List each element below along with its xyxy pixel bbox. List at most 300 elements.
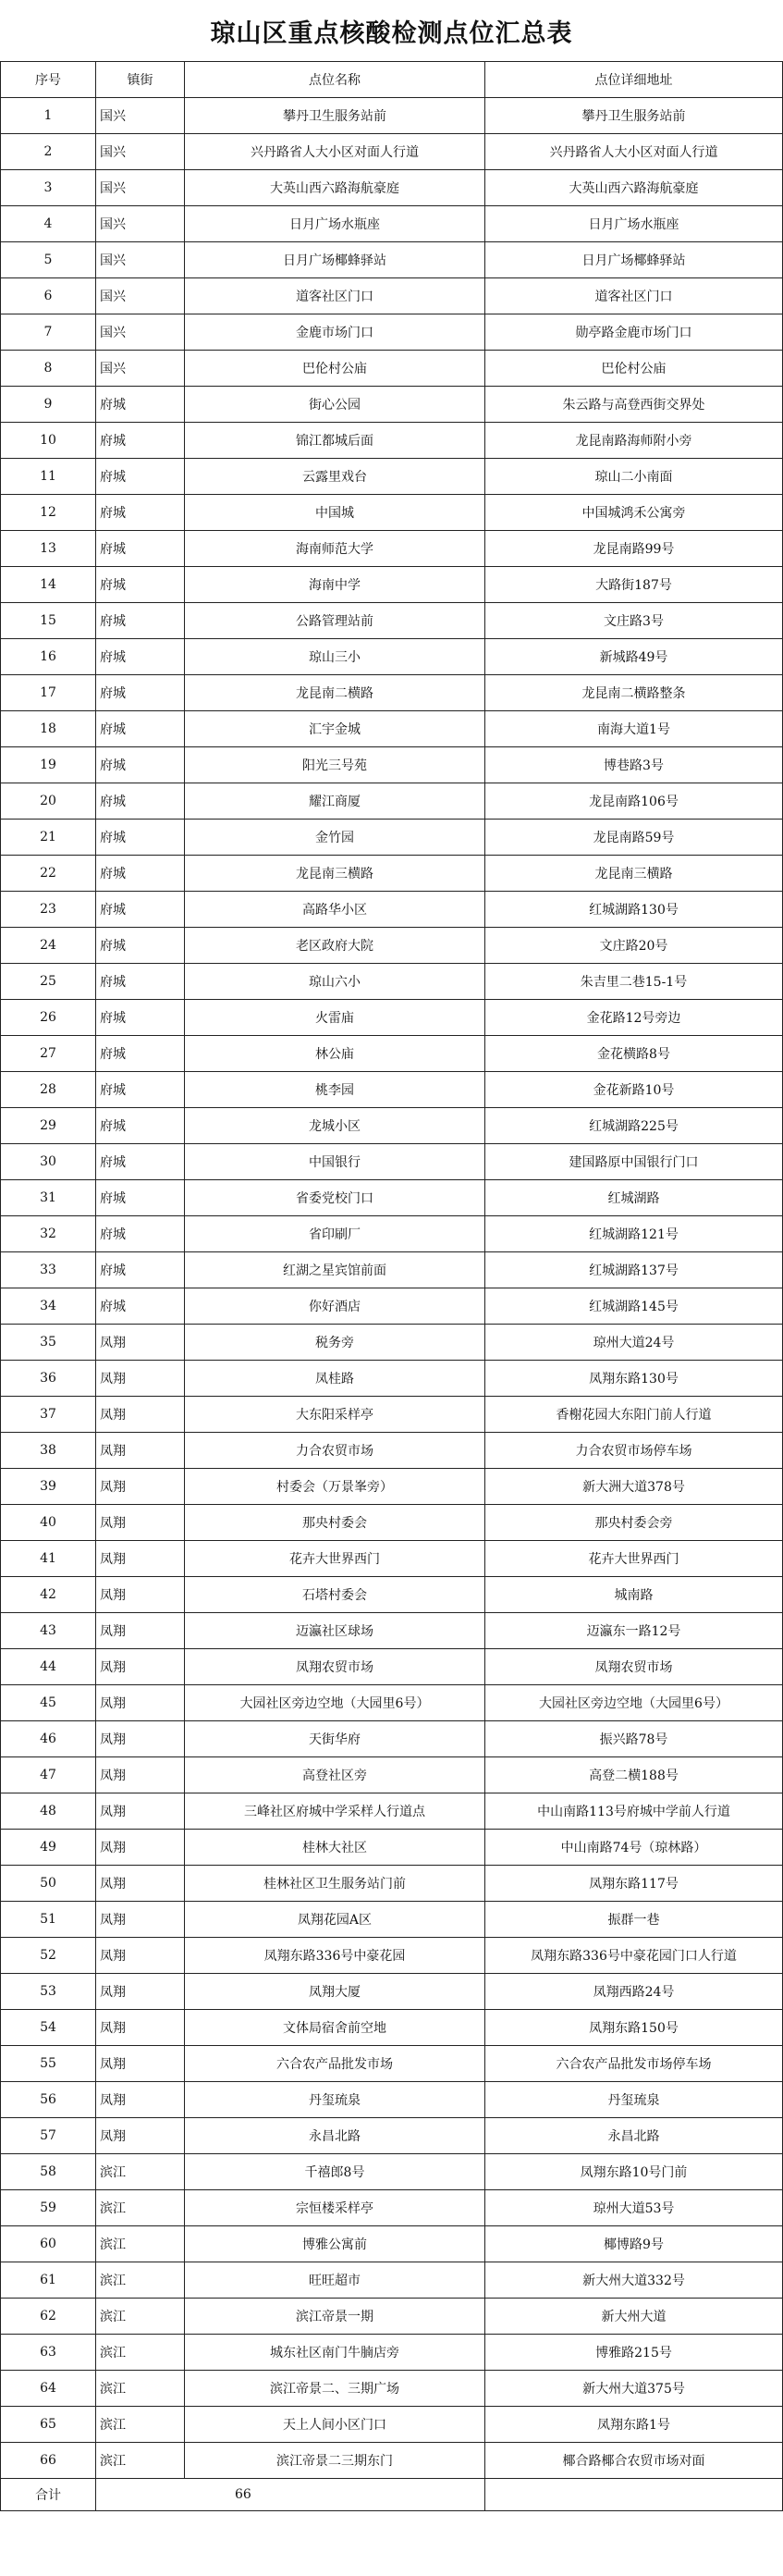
row-serial-no: 39 xyxy=(1,1469,96,1505)
table-row xyxy=(1,2443,783,2479)
row-serial-no: 36 xyxy=(1,1361,96,1397)
table-row xyxy=(1,2190,783,2226)
table-row xyxy=(1,2299,783,2335)
total-row xyxy=(1,2479,783,2511)
row-site-address: 兴丹路省人大小区对面人行道 xyxy=(485,134,783,170)
row-site-address: 凤翔东路1号 xyxy=(485,2407,783,2443)
table-row xyxy=(1,1000,783,1036)
row-street: 凤翔 xyxy=(96,1649,185,1685)
table-row xyxy=(1,2262,783,2299)
row-site-address: 龙昆南二横路整条 xyxy=(485,675,783,711)
row-serial-no: 21 xyxy=(1,820,96,856)
row-site-address: 巴伦村公庙 xyxy=(485,351,783,387)
table-row xyxy=(1,1793,783,1830)
row-street: 凤翔 xyxy=(96,1938,185,1974)
row-serial-no: 60 xyxy=(1,2226,96,2262)
table-row xyxy=(1,1757,783,1793)
row-street: 滨江 xyxy=(96,2262,185,2299)
row-site-address: 红城湖路145号 xyxy=(485,1288,783,1325)
row-site-name: 三峰社区府城中学采样人行道点 xyxy=(185,1793,485,1830)
row-serial-no: 47 xyxy=(1,1757,96,1793)
row-street: 滨江 xyxy=(96,2190,185,2226)
row-site-address: 博雅路215号 xyxy=(485,2335,783,2371)
table-row xyxy=(1,1072,783,1108)
row-street: 凤翔 xyxy=(96,1541,185,1577)
row-street: 府城 xyxy=(96,964,185,1000)
table-row xyxy=(1,2407,783,2443)
row-site-name: 大东阳采样亭 xyxy=(185,1397,485,1433)
row-site-name: 攀丹卫生服务站前 xyxy=(185,98,485,134)
row-site-address: 金花新路10号 xyxy=(485,1072,783,1108)
row-street: 凤翔 xyxy=(96,1577,185,1613)
row-site-name: 桃李园 xyxy=(185,1072,485,1108)
row-site-address: 道客社区门口 xyxy=(485,278,783,314)
row-street: 府城 xyxy=(96,1288,185,1325)
row-serial-no: 26 xyxy=(1,1000,96,1036)
table-row xyxy=(1,1180,783,1216)
row-site-address: 振群一巷 xyxy=(485,1902,783,1938)
row-site-name: 你好酒店 xyxy=(185,1288,485,1325)
row-serial-no: 4 xyxy=(1,206,96,242)
row-site-name: 千禧郎8号 xyxy=(185,2154,485,2190)
row-site-address: 朱云路与高登西街交界处 xyxy=(485,387,783,423)
table-row xyxy=(1,1902,783,1938)
table-row xyxy=(1,387,783,423)
table-row xyxy=(1,2010,783,2046)
row-site-address: 红城湖路137号 xyxy=(485,1252,783,1288)
row-site-name: 日月广场水瓶座 xyxy=(185,206,485,242)
row-site-name: 兴丹路省人大小区对面人行道 xyxy=(185,134,485,170)
row-site-address: 红城湖路225号 xyxy=(485,1108,783,1144)
row-street: 府城 xyxy=(96,423,185,459)
row-serial-no: 56 xyxy=(1,2082,96,2118)
row-serial-no: 55 xyxy=(1,2046,96,2082)
table-row xyxy=(1,2046,783,2082)
row-site-address: 日月广场椰蜂驿站 xyxy=(485,242,783,278)
table-row xyxy=(1,856,783,892)
row-site-name: 天街华府 xyxy=(185,1721,485,1757)
table-row xyxy=(1,1613,783,1649)
row-street: 滨江 xyxy=(96,2226,185,2262)
row-site-address: 椰合路椰合农贸市场对面 xyxy=(485,2443,783,2479)
row-site-address: 椰博路9号 xyxy=(485,2226,783,2262)
row-site-address: 博巷路3号 xyxy=(485,747,783,783)
row-serial-no: 43 xyxy=(1,1613,96,1649)
row-site-name: 汇宇金城 xyxy=(185,711,485,747)
row-site-name: 日月广场椰蜂驿站 xyxy=(185,242,485,278)
row-site-address: 南海大道1号 xyxy=(485,711,783,747)
table-row xyxy=(1,495,783,531)
table-row xyxy=(1,1649,783,1685)
row-serial-no: 19 xyxy=(1,747,96,783)
row-serial-no: 18 xyxy=(1,711,96,747)
row-street: 凤翔 xyxy=(96,1685,185,1721)
row-site-address: 文庄路3号 xyxy=(485,603,783,639)
table-row xyxy=(1,1144,783,1180)
table-row xyxy=(1,423,783,459)
row-site-name: 力合农贸市场 xyxy=(185,1433,485,1469)
row-street: 府城 xyxy=(96,1216,185,1252)
row-site-name: 龙昆南三横路 xyxy=(185,856,485,892)
row-street: 国兴 xyxy=(96,242,185,278)
row-serial-no: 45 xyxy=(1,1685,96,1721)
row-site-address: 中山南路113号府城中学前人行道 xyxy=(485,1793,783,1830)
row-site-name: 道客社区门口 xyxy=(185,278,485,314)
table-row xyxy=(1,1866,783,1902)
row-site-name: 迈瀛社区球场 xyxy=(185,1613,485,1649)
row-serial-no: 53 xyxy=(1,1974,96,2010)
row-site-address: 新大州大道332号 xyxy=(485,2262,783,2299)
row-site-name: 琼山六小 xyxy=(185,964,485,1000)
table-row xyxy=(1,892,783,928)
row-street: 府城 xyxy=(96,892,185,928)
table-row xyxy=(1,2226,783,2262)
row-serial-no: 49 xyxy=(1,1830,96,1866)
row-serial-no: 31 xyxy=(1,1180,96,1216)
row-site-name: 中国城 xyxy=(185,495,485,531)
header-serial-no: 序号 xyxy=(1,62,96,98)
table-row xyxy=(1,783,783,820)
table-body xyxy=(1,98,783,2479)
row-street: 府城 xyxy=(96,459,185,495)
row-site-name: 省委党校门口 xyxy=(185,1180,485,1216)
row-site-address: 大英山西六路海航豪庭 xyxy=(485,170,783,206)
row-site-address: 龙昆南路59号 xyxy=(485,820,783,856)
row-serial-no: 25 xyxy=(1,964,96,1000)
table-row xyxy=(1,639,783,675)
row-site-address: 凤翔东路130号 xyxy=(485,1361,783,1397)
row-site-name: 桂林大社区 xyxy=(185,1830,485,1866)
row-street: 府城 xyxy=(96,1072,185,1108)
row-site-address: 攀丹卫生服务站前 xyxy=(485,98,783,134)
row-site-name: 博雅公寓前 xyxy=(185,2226,485,2262)
row-street: 凤翔 xyxy=(96,2118,185,2154)
row-site-address: 迈瀛东一路12号 xyxy=(485,1613,783,1649)
table-row xyxy=(1,1577,783,1613)
row-site-address: 红城湖路 xyxy=(485,1180,783,1216)
row-serial-no: 44 xyxy=(1,1649,96,1685)
row-street: 凤翔 xyxy=(96,1974,185,2010)
row-site-address: 龙昆南路106号 xyxy=(485,783,783,820)
row-serial-no: 15 xyxy=(1,603,96,639)
table-row xyxy=(1,1685,783,1721)
table-row xyxy=(1,2118,783,2154)
table-row xyxy=(1,2371,783,2407)
table-row xyxy=(1,567,783,603)
table-row xyxy=(1,1361,783,1397)
row-site-name: 凤翔花园A区 xyxy=(185,1902,485,1938)
row-site-name: 高登社区旁 xyxy=(185,1757,485,1793)
row-serial-no: 37 xyxy=(1,1397,96,1433)
row-site-name: 石塔村委会 xyxy=(185,1577,485,1613)
row-site-name: 滨江帝景二、三期广场 xyxy=(185,2371,485,2407)
table-row xyxy=(1,170,783,206)
header-street: 镇街 xyxy=(96,62,185,98)
row-site-address: 中山南路74号（琼林路） xyxy=(485,1830,783,1866)
row-site-name: 丹玺琉泉 xyxy=(185,2082,485,2118)
row-site-name: 凤翔东路336号中豪花园 xyxy=(185,1938,485,1974)
row-site-name: 城东社区南门牛腩店旁 xyxy=(185,2335,485,2371)
row-street: 国兴 xyxy=(96,98,185,134)
row-site-name: 滨江帝景一期 xyxy=(185,2299,485,2335)
row-street: 滨江 xyxy=(96,2335,185,2371)
row-serial-no: 10 xyxy=(1,423,96,459)
row-serial-no: 41 xyxy=(1,1541,96,1577)
row-site-name: 龙昆南二横路 xyxy=(185,675,485,711)
table-row xyxy=(1,206,783,242)
row-site-address: 丹玺琉泉 xyxy=(485,2082,783,2118)
row-site-address: 凤翔西路24号 xyxy=(485,1974,783,2010)
table-row xyxy=(1,2335,783,2371)
row-site-address: 龙昆南三横路 xyxy=(485,856,783,892)
row-site-name: 中国银行 xyxy=(185,1144,485,1180)
row-street: 滨江 xyxy=(96,2154,185,2190)
row-serial-no: 59 xyxy=(1,2190,96,2226)
table-row xyxy=(1,928,783,964)
table-row xyxy=(1,1541,783,1577)
row-site-address: 城南路 xyxy=(485,1577,783,1613)
table-row xyxy=(1,2154,783,2190)
row-street: 凤翔 xyxy=(96,1757,185,1793)
row-street: 国兴 xyxy=(96,134,185,170)
row-street: 凤翔 xyxy=(96,1793,185,1830)
row-site-address: 凤翔东路117号 xyxy=(485,1866,783,1902)
row-street: 府城 xyxy=(96,747,185,783)
header-site-address: 点位详细地址 xyxy=(485,62,783,98)
row-serial-no: 6 xyxy=(1,278,96,314)
table-row xyxy=(1,711,783,747)
row-site-name: 林公庙 xyxy=(185,1036,485,1072)
row-site-name: 耀江商厦 xyxy=(185,783,485,820)
row-street: 滨江 xyxy=(96,2299,185,2335)
row-street: 国兴 xyxy=(96,351,185,387)
table-row xyxy=(1,1938,783,1974)
table-row xyxy=(1,1397,783,1433)
row-site-address: 凤翔东路336号中豪花园门口人行道 xyxy=(485,1938,783,1974)
table-row xyxy=(1,1216,783,1252)
row-street: 府城 xyxy=(96,856,185,892)
row-site-name: 那央村委会 xyxy=(185,1505,485,1541)
row-site-address: 大园社区旁边空地（大园里6号） xyxy=(485,1685,783,1721)
row-serial-no: 28 xyxy=(1,1072,96,1108)
row-serial-no: 22 xyxy=(1,856,96,892)
row-site-name: 金鹿市场门口 xyxy=(185,314,485,351)
row-site-name: 桂林社区卫生服务站门前 xyxy=(185,1866,485,1902)
row-site-address: 文庄路20号 xyxy=(485,928,783,964)
row-site-address: 勋亭路金鹿市场门口 xyxy=(485,314,783,351)
row-site-name: 云露里戏台 xyxy=(185,459,485,495)
row-site-name: 锦江都城后面 xyxy=(185,423,485,459)
row-site-name: 凤翔农贸市场 xyxy=(185,1649,485,1685)
row-site-name: 金竹园 xyxy=(185,820,485,856)
row-serial-no: 8 xyxy=(1,351,96,387)
row-serial-no: 1 xyxy=(1,98,96,134)
row-street: 国兴 xyxy=(96,314,185,351)
table-row xyxy=(1,2082,783,2118)
table-row xyxy=(1,278,783,314)
table-row xyxy=(1,1036,783,1072)
row-street: 府城 xyxy=(96,1036,185,1072)
row-street: 府城 xyxy=(96,675,185,711)
row-serial-no: 48 xyxy=(1,1793,96,1830)
row-site-address: 琼山二小南面 xyxy=(485,459,783,495)
row-site-address: 新大州大道 xyxy=(485,2299,783,2335)
row-site-name: 宗恒楼采样亭 xyxy=(185,2190,485,2226)
row-site-address: 琼州大道53号 xyxy=(485,2190,783,2226)
row-street: 凤翔 xyxy=(96,1721,185,1757)
table-row xyxy=(1,1505,783,1541)
row-site-name: 火雷庙 xyxy=(185,1000,485,1036)
table-row xyxy=(1,242,783,278)
table-row xyxy=(1,134,783,170)
row-site-address: 金花横路8号 xyxy=(485,1036,783,1072)
row-serial-no: 20 xyxy=(1,783,96,820)
row-site-address: 振兴路78号 xyxy=(485,1721,783,1757)
row-street: 府城 xyxy=(96,783,185,820)
row-site-name: 大英山西六路海航豪庭 xyxy=(185,170,485,206)
row-street: 府城 xyxy=(96,928,185,964)
row-street: 凤翔 xyxy=(96,1902,185,1938)
row-serial-no: 63 xyxy=(1,2335,96,2371)
testing-sites-table xyxy=(0,61,783,2511)
row-street: 府城 xyxy=(96,1252,185,1288)
row-serial-no: 58 xyxy=(1,2154,96,2190)
row-street: 滨江 xyxy=(96,2407,185,2443)
row-site-name: 六合农产品批发市场 xyxy=(185,2046,485,2082)
row-serial-no: 30 xyxy=(1,1144,96,1180)
row-site-address: 凤翔农贸市场 xyxy=(485,1649,783,1685)
table-row xyxy=(1,1325,783,1361)
row-serial-no: 46 xyxy=(1,1721,96,1757)
row-street: 凤翔 xyxy=(96,2010,185,2046)
row-street: 府城 xyxy=(96,387,185,423)
row-street: 府城 xyxy=(96,1180,185,1216)
row-site-address: 高登二横188号 xyxy=(485,1757,783,1793)
table-row xyxy=(1,1974,783,2010)
row-street: 凤翔 xyxy=(96,2082,185,2118)
row-site-name: 花卉大世界西门 xyxy=(185,1541,485,1577)
row-street: 府城 xyxy=(96,711,185,747)
row-site-name: 天上人间小区门口 xyxy=(185,2407,485,2443)
table-row xyxy=(1,1288,783,1325)
row-serial-no: 57 xyxy=(1,2118,96,2154)
table-row xyxy=(1,1108,783,1144)
row-site-address: 中国城鸿禾公寓旁 xyxy=(485,495,783,531)
row-site-name: 旺旺超市 xyxy=(185,2262,485,2299)
table-row xyxy=(1,964,783,1000)
total-empty-cell xyxy=(485,2479,783,2511)
row-street: 府城 xyxy=(96,1000,185,1036)
row-street: 府城 xyxy=(96,567,185,603)
row-street: 滨江 xyxy=(96,2371,185,2407)
row-street: 凤翔 xyxy=(96,2046,185,2082)
row-site-name: 凤桂路 xyxy=(185,1361,485,1397)
row-street: 凤翔 xyxy=(96,1433,185,1469)
row-street: 凤翔 xyxy=(96,1505,185,1541)
table-row xyxy=(1,314,783,351)
row-street: 凤翔 xyxy=(96,1830,185,1866)
row-serial-no: 14 xyxy=(1,567,96,603)
row-site-address: 新城路49号 xyxy=(485,639,783,675)
row-site-address: 朱吉里二巷15-1号 xyxy=(485,964,783,1000)
row-site-address: 那央村委会旁 xyxy=(485,1505,783,1541)
row-site-address: 力合农贸市场停车场 xyxy=(485,1433,783,1469)
table-row xyxy=(1,1721,783,1757)
row-street: 凤翔 xyxy=(96,1325,185,1361)
row-serial-no: 40 xyxy=(1,1505,96,1541)
row-site-name: 海南中学 xyxy=(185,567,485,603)
row-serial-no: 52 xyxy=(1,1938,96,1974)
row-street: 凤翔 xyxy=(96,1866,185,1902)
row-site-address: 凤翔东路150号 xyxy=(485,2010,783,2046)
row-site-address: 日月广场水瓶座 xyxy=(485,206,783,242)
row-site-name: 巴伦村公庙 xyxy=(185,351,485,387)
table-title: 琼山区重点核酸检测点位汇总表 xyxy=(210,18,573,48)
row-site-name: 省印刷厂 xyxy=(185,1216,485,1252)
row-serial-no: 17 xyxy=(1,675,96,711)
row-serial-no: 3 xyxy=(1,170,96,206)
row-site-name: 滨江帝景二三期东门 xyxy=(185,2443,485,2479)
row-site-name: 阳光三号苑 xyxy=(185,747,485,783)
row-site-address: 香榭花园大东阳门前人行道 xyxy=(485,1397,783,1433)
table-row xyxy=(1,820,783,856)
table-row xyxy=(1,747,783,783)
row-serial-no: 51 xyxy=(1,1902,96,1938)
row-serial-no: 65 xyxy=(1,2407,96,2443)
row-site-address: 新大州大道375号 xyxy=(485,2371,783,2407)
row-site-address: 红城湖路121号 xyxy=(485,1216,783,1252)
row-serial-no: 38 xyxy=(1,1433,96,1469)
table-row xyxy=(1,1252,783,1288)
row-serial-no: 42 xyxy=(1,1577,96,1613)
table-row xyxy=(1,603,783,639)
row-site-address: 琼州大道24号 xyxy=(485,1325,783,1361)
row-serial-no: 34 xyxy=(1,1288,96,1325)
row-site-address: 金花路12号旁边 xyxy=(485,1000,783,1036)
row-serial-no: 12 xyxy=(1,495,96,531)
row-serial-no: 7 xyxy=(1,314,96,351)
row-site-name: 龙城小区 xyxy=(185,1108,485,1144)
row-site-address: 新大洲大道378号 xyxy=(485,1469,783,1505)
row-street: 滨江 xyxy=(96,2443,185,2479)
row-serial-no: 50 xyxy=(1,1866,96,1902)
row-street: 府城 xyxy=(96,1108,185,1144)
row-serial-no: 5 xyxy=(1,242,96,278)
row-serial-no: 66 xyxy=(1,2443,96,2479)
table-row xyxy=(1,98,783,134)
row-street: 府城 xyxy=(96,1144,185,1180)
row-serial-no: 27 xyxy=(1,1036,96,1072)
total-label: 合计 xyxy=(1,2479,96,2511)
row-street: 凤翔 xyxy=(96,1613,185,1649)
row-street: 府城 xyxy=(96,495,185,531)
row-serial-no: 32 xyxy=(1,1216,96,1252)
row-site-address: 建国路原中国银行门口 xyxy=(485,1144,783,1180)
row-serial-no: 54 xyxy=(1,2010,96,2046)
row-serial-no: 13 xyxy=(1,531,96,567)
row-site-name: 红湖之星宾馆前面 xyxy=(185,1252,485,1288)
row-street: 府城 xyxy=(96,820,185,856)
row-serial-no: 24 xyxy=(1,928,96,964)
row-serial-no: 9 xyxy=(1,387,96,423)
row-site-address: 六合农产品批发市场停车场 xyxy=(485,2046,783,2082)
row-site-name: 大园社区旁边空地（大园里6号） xyxy=(185,1685,485,1721)
table-row xyxy=(1,1830,783,1866)
row-serial-no: 62 xyxy=(1,2299,96,2335)
row-serial-no: 2 xyxy=(1,134,96,170)
header-site-name: 点位名称 xyxy=(185,62,485,98)
table-row xyxy=(1,675,783,711)
